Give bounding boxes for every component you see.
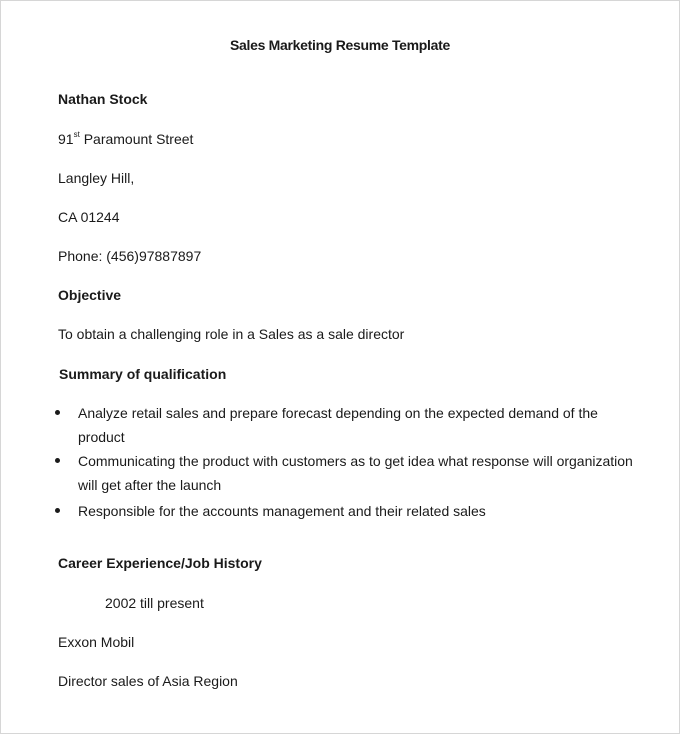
summary-heading: Summary of qualification bbox=[59, 366, 227, 382]
career-heading: Career Experience/Job History bbox=[58, 555, 262, 571]
address-city: Langley Hill, bbox=[58, 170, 135, 186]
street-name: Paramount Street bbox=[79, 131, 194, 147]
document-title: Sales Marketing Resume Template bbox=[230, 37, 450, 53]
summary-bullet-1-line-2: product bbox=[78, 429, 125, 445]
street-number-suffix: st bbox=[73, 130, 80, 140]
summary-bullet-1-line-1: Analyze retail sales and prepare forecast depending on the expected demand of the bbox=[78, 405, 598, 421]
summary-bullet-2-line-2: will get after the launch bbox=[78, 477, 222, 493]
candidate-name: Nathan Stock bbox=[58, 91, 148, 107]
summary-bullet-3-line-1: Responsible for the accounts management and their related sales bbox=[78, 503, 486, 519]
address-street bbox=[58, 131, 193, 147]
objective-text: To obtain a challenging role in a Sales as a sale director bbox=[58, 326, 405, 342]
street-number: 91 bbox=[58, 131, 74, 147]
summary-bullet-2-line-1: Communicating the product with customers as to get idea what response will organization bbox=[78, 453, 633, 469]
bullet-icon bbox=[55, 410, 60, 415]
bullet-icon bbox=[55, 458, 60, 463]
career-role: Director sales of Asia Region bbox=[58, 673, 238, 689]
career-period: 2002 till present bbox=[105, 595, 204, 611]
career-company: Exxon Mobil bbox=[58, 634, 135, 650]
phone-number: Phone: (456)97887897 bbox=[58, 248, 202, 264]
address-state-zip: CA 01244 bbox=[58, 209, 120, 225]
objective-heading: Objective bbox=[58, 287, 122, 303]
bullet-icon bbox=[55, 508, 60, 513]
